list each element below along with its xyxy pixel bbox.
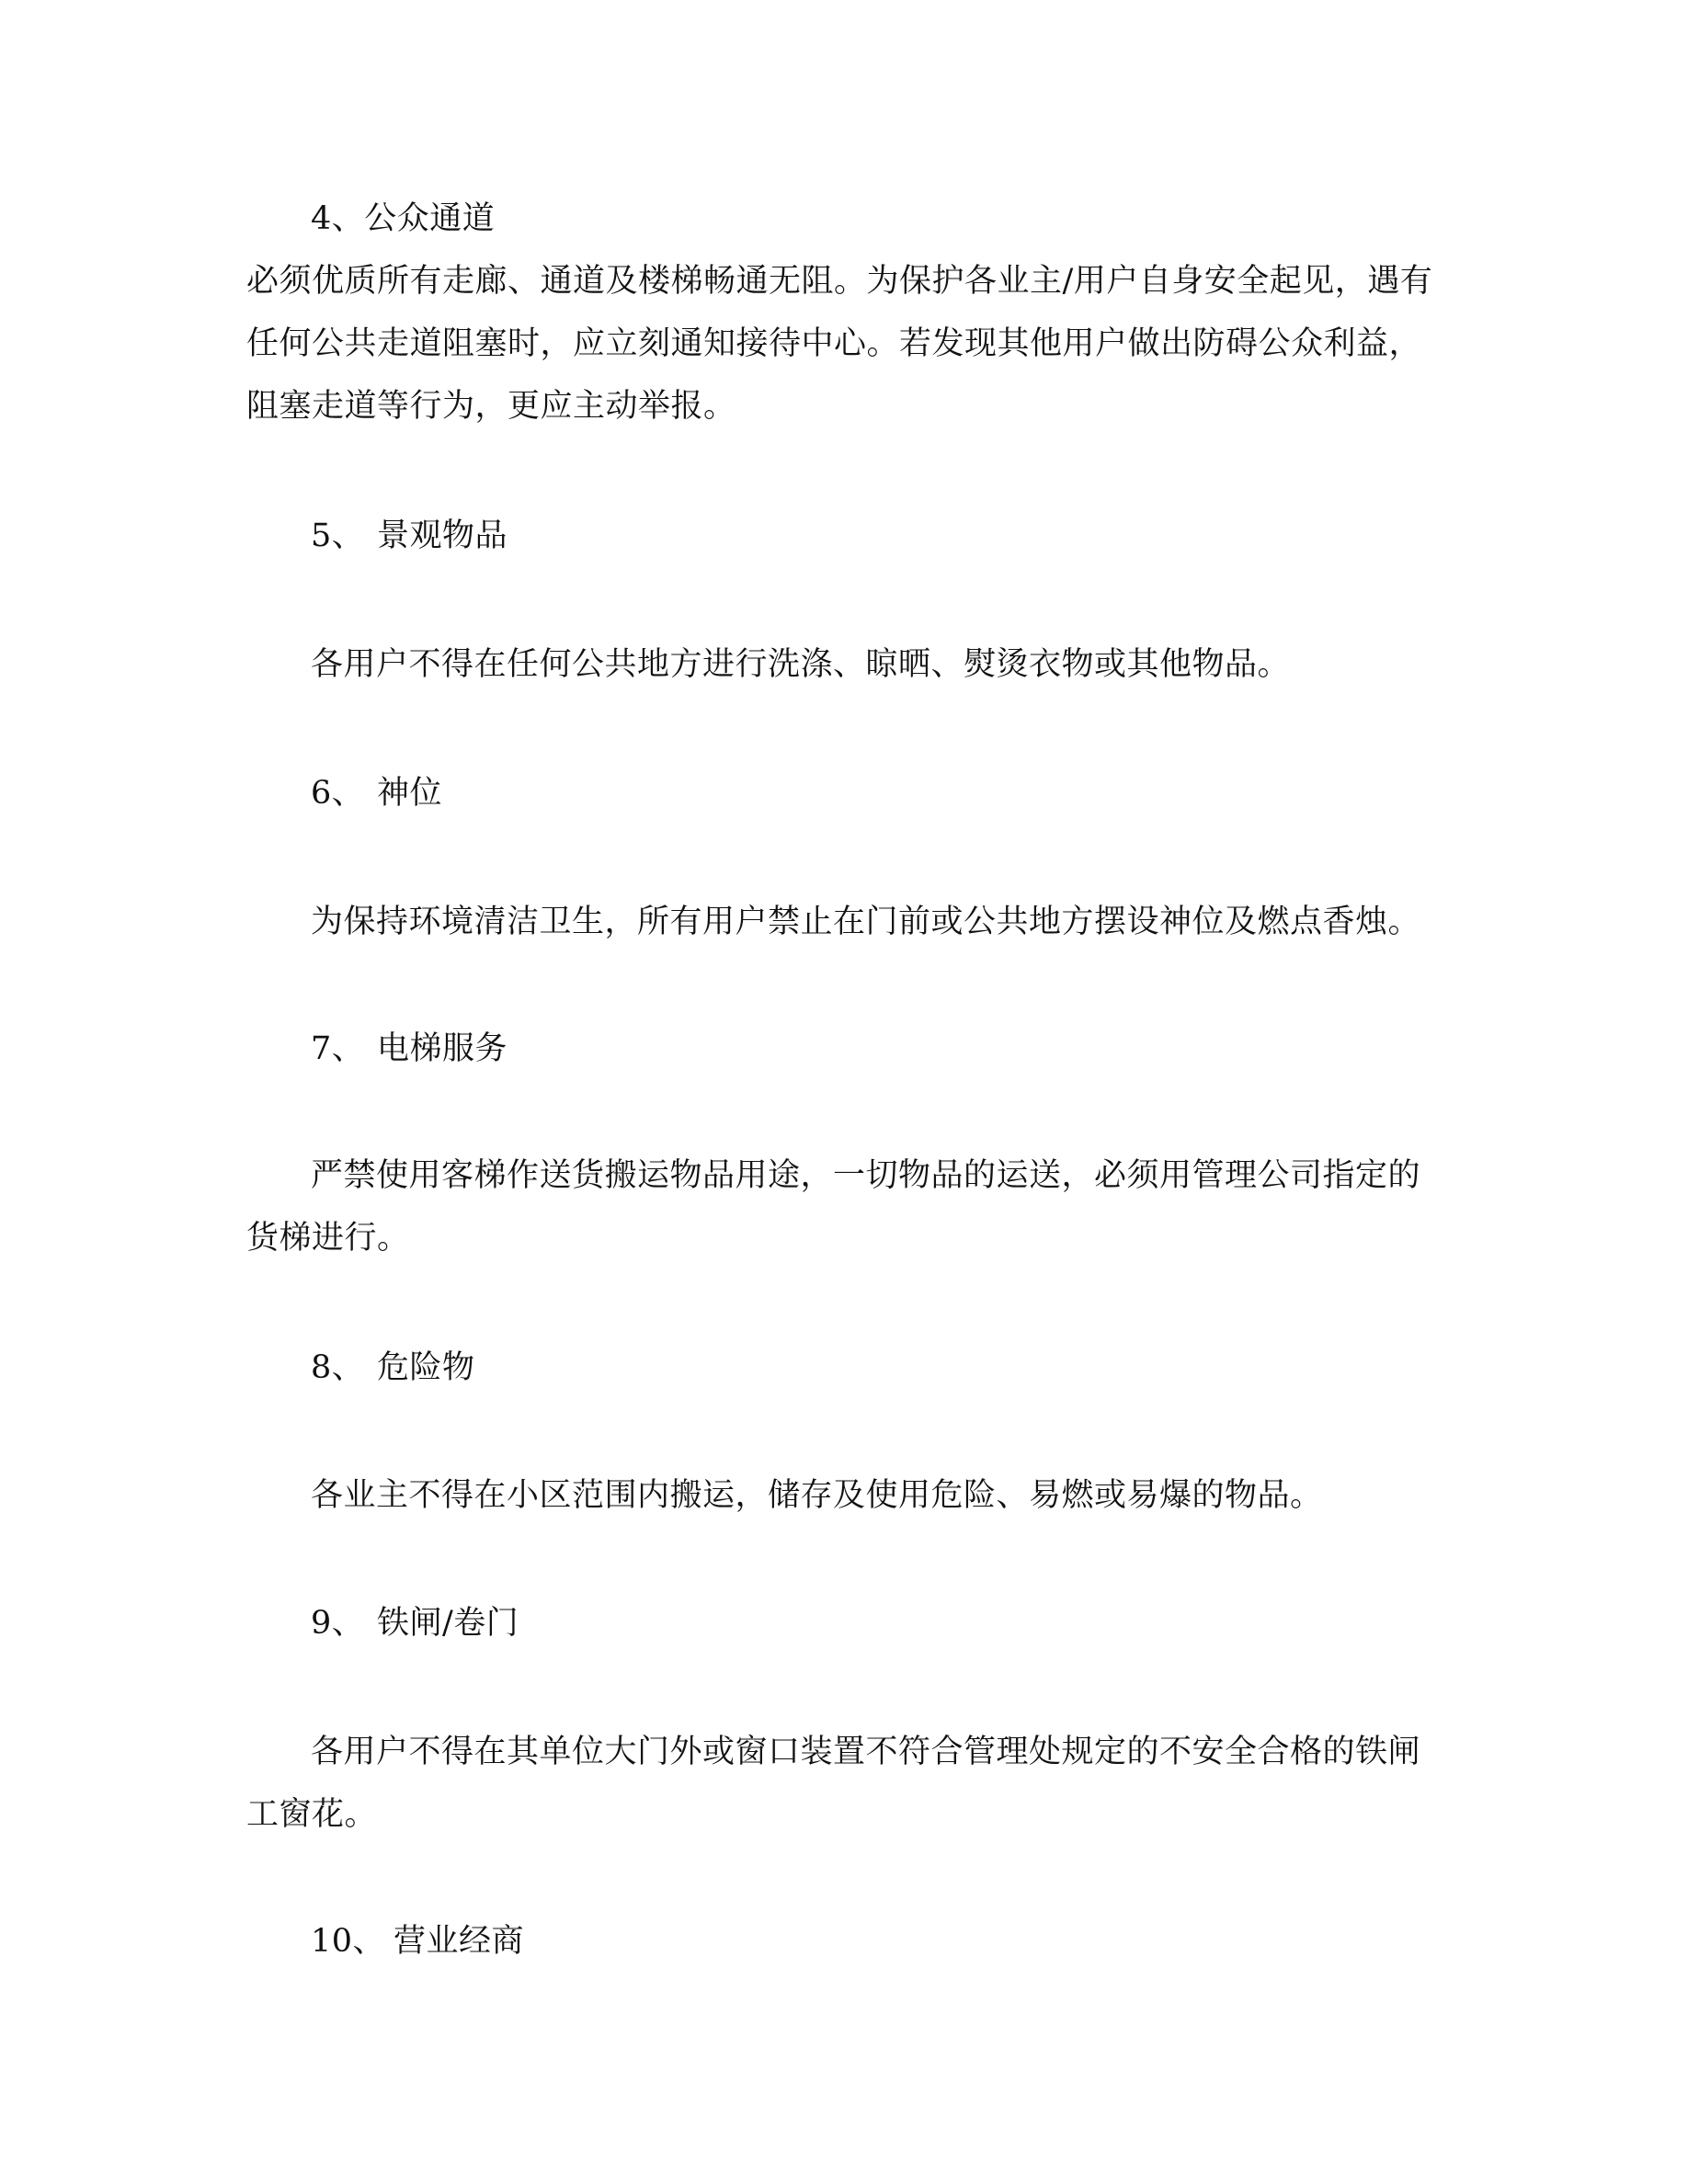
paragraph-text: 工窗花。: [246, 1796, 378, 1833]
section-heading-number: 9、: [311, 1605, 365, 1642]
section-heading-title: 危险物: [377, 1349, 475, 1386]
section-heading-title: 景观物品: [377, 518, 508, 554]
section-heading-title: 神位: [377, 775, 443, 812]
paragraph-text: 严禁使用客梯作送货搬运物品用途，一切物品的运送，必须用管理公司指定的: [311, 1157, 1421, 1194]
section-heading-title: 铁闸/卷门: [377, 1605, 519, 1642]
paragraph-text: 必须优质所有走廊、通道及楼梯畅通无阻。为保护各业主/用户自身安全起见，遇有: [246, 263, 1433, 300]
section-heading-number: 10、: [311, 1923, 386, 1960]
section-heading-title: 营业经商: [393, 1923, 525, 1960]
section-heading-number: 6、: [311, 775, 365, 812]
paragraph-text: 为保持环境清洁卫生，所有用户禁止在门前或公共地方摆设神位及燃点香烛。: [311, 904, 1421, 940]
paragraph-text: 各用户不得在任何公共地方进行洗涤、晾晒、熨烫衣物或其他物品。: [311, 646, 1291, 683]
paragraph-text: 各用户不得在其单位大门外或窗口装置不符合管理处规定的不安全合格的铁闸: [311, 1734, 1421, 1770]
section-heading-number: 5、: [311, 518, 365, 554]
section-heading-number: 8、: [311, 1349, 365, 1386]
section-heading-text: 4、公众通道: [311, 200, 496, 237]
section-heading-number: 7、: [311, 1030, 365, 1067]
section-heading-title: 电梯服务: [377, 1030, 508, 1067]
paragraph-text: 任何公共走道阻塞时，应立刻通知接待中心。若发现其他用户做出防碍公众利益，: [246, 325, 1422, 362]
paragraph-text: 各业主不得在小区范围内搬运，储存及使用危险、易燃或易爆的物品。: [311, 1477, 1323, 1514]
paragraph-text: 阻塞走道等行为，更应主动举报。: [246, 388, 736, 425]
paragraph-text: 货梯进行。: [246, 1220, 410, 1257]
